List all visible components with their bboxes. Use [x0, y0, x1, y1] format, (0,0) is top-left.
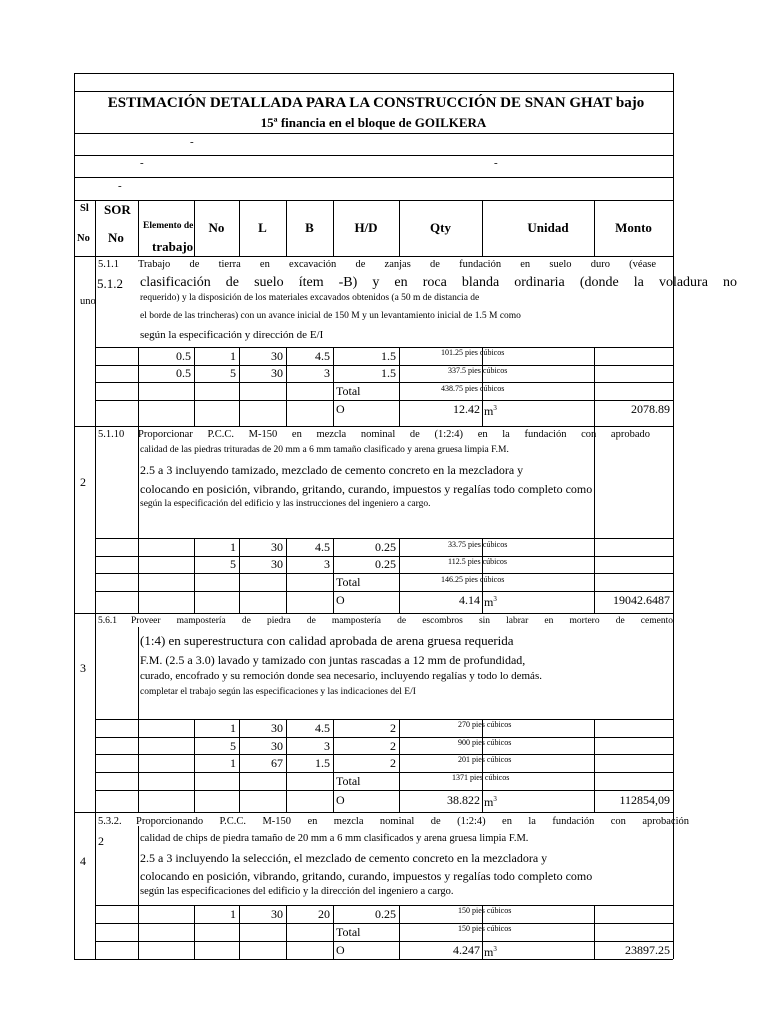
cell-b: 20 — [318, 907, 330, 921]
o-qty: 12.42 — [453, 402, 480, 416]
o-label: O — [336, 793, 345, 807]
cell-b: 1.5 — [315, 756, 330, 770]
header-trabajo: trabajo — [152, 239, 194, 254]
cell-no: 5 — [230, 739, 236, 753]
cell-qty: 1.5 — [381, 366, 396, 380]
cell-l: 30 — [271, 907, 283, 921]
cell-l: 30 — [271, 540, 283, 554]
item-description-line: colocando en posición, vibrando, gritando, curando, impuestos y regalías todo completo como — [140, 869, 593, 883]
cell-unidad: 101.25 pies cúbicos — [441, 348, 505, 357]
cell-b: 3 — [324, 739, 330, 753]
total-label: Total — [336, 925, 361, 939]
item-sor: 5.3.2. — [98, 816, 122, 827]
item-description-line: según la especificación y dirección de E/I — [140, 329, 324, 341]
cell-hd: 0.25 — [375, 557, 396, 571]
cell-b: 4.5 — [315, 540, 330, 554]
item-description-line: (1:4) en superestructura con calidad aprobada de arena gruesa requerida — [140, 633, 514, 648]
cell-unidad: 150 pies cúbicos — [458, 906, 512, 915]
item-description-line: el borde de las trincheras) con un avance inicial de 150 M y un levantamiento inicial de 1.5 M como — [140, 311, 521, 321]
dash-mark: - — [190, 136, 194, 148]
item-monto: 23897.25 — [625, 943, 670, 957]
o-unit: $m^3$ — [484, 795, 497, 809]
item-sor: 5.1.10 — [98, 429, 125, 440]
total-unidad: 146.25 pies cúbicos — [441, 575, 505, 584]
cell-no: 0.5 — [176, 366, 191, 380]
o-label: O — [336, 402, 345, 416]
header-sl: Sl — [80, 203, 89, 214]
item-description-line: 2.5 a 3 incluyendo tamizado, mezclado de cemento concreto en la mezcladora y — [140, 463, 524, 477]
header-l: L — [258, 220, 267, 235]
cell-unidad: 270 pies cúbicos — [458, 720, 512, 729]
item-description-line: Trabajo de tierra en excavación de zanjas de fundación en suelo duro (véase — [138, 259, 656, 270]
header-sor: SOR — [104, 202, 131, 217]
cell-l: 5 — [230, 366, 236, 380]
o-unit: $m^3$ — [484, 945, 497, 959]
header-unidad: Unidad — [527, 220, 569, 235]
o-qty: 38.822 — [447, 793, 480, 807]
item-description-line: Proveer mampostería de piedra de mampostería de escombros sin labrar en mortero de cemento — [131, 616, 673, 626]
item-description-line: según las especificaciones del edificio y la dirección del ingeniero a cargo. — [140, 886, 454, 897]
cell-unidad: 900 pies cúbicos — [458, 738, 512, 747]
header-sl-no: No — [77, 233, 90, 244]
cell-b: 4.5 — [315, 721, 330, 735]
dash-mark: - — [118, 180, 122, 192]
dash-mark: - — [140, 157, 144, 169]
item-description-line: completar el trabajo según las especificaciones y las indicaciones del E/I — [140, 687, 416, 697]
header-monto: Monto — [615, 220, 652, 235]
item-sor: 5.1.1 — [98, 259, 119, 270]
header-elemento: Elemento de — [143, 221, 194, 231]
cell-l: 30 — [271, 721, 283, 735]
cell-hd: 4.5 — [315, 349, 330, 363]
item-sor: 2 — [98, 834, 104, 848]
cell-no: 1 — [230, 721, 236, 735]
o-label: O — [336, 593, 345, 607]
o-qty: 4.14 — [459, 593, 480, 607]
item-description-line: requerido) y la disposición de los materiales excavados obtenidos (a 50 m de distancia de — [140, 293, 480, 303]
item-sl: 3 — [80, 661, 86, 675]
cell-b: 3 — [324, 557, 330, 571]
total-unidad: 150 pies cúbicos — [458, 924, 512, 933]
cell-hd: 2 — [390, 739, 396, 753]
item-description-line: colocando en posición, vibrando, gritando, curando, impuestos y regalías todo completo como — [140, 482, 593, 496]
cell-no: 1 — [230, 756, 236, 770]
cell-hd: 2 — [390, 756, 396, 770]
cell-l: 30 — [271, 739, 283, 753]
header-b: B — [305, 220, 314, 235]
cell-hd: 0.25 — [375, 907, 396, 921]
cell-hd: 0.25 — [375, 540, 396, 554]
cell-qty: 1.5 — [381, 349, 396, 363]
header-hd: H/D — [354, 220, 378, 235]
cell-b: 30 — [271, 349, 283, 363]
o-unit: $m^3$ — [484, 595, 497, 609]
header-no: No — [208, 220, 225, 235]
item-sl: 4 — [80, 854, 86, 868]
item-description-line: clasificación de suelo ítem -B) y en roca blanda ordinaria (donde la voladura no — [140, 275, 737, 290]
cell-no: 1 — [230, 907, 236, 921]
item-sor: 5.6.1 — [98, 616, 117, 626]
cell-unidad: 337.5 pies cúbicos — [448, 366, 508, 375]
item-monto: 19042.6487 — [613, 593, 670, 607]
cell-l: 30 — [271, 557, 283, 571]
item-description-line: Proporcionar P.C.C. M-150 en mezcla nominal de (1:2:4) en la fundación con aprobado — [138, 429, 650, 440]
cell-l: 1 — [230, 349, 236, 363]
cell-b: 30 — [271, 366, 283, 380]
total-label: Total — [336, 575, 361, 589]
item-description-line: curado, encofrado y su remoción donde sea necesario, incluyendo regalías y todo lo demás. — [140, 670, 542, 682]
item-sl: 2 — [80, 475, 86, 489]
cell-no: 5 — [230, 557, 236, 571]
item-sor: 5.1.2 — [97, 276, 123, 291]
item-description-line: calidad de las piedras trituradas de 20 mm a 6 mm tamaño clasificado y arena gruesa limpia F.M. — [140, 445, 509, 455]
total-label: Total — [336, 384, 361, 398]
cell-hd: 2 — [390, 721, 396, 735]
total-unidad: 438.75 pies cúbicos — [441, 384, 505, 393]
header-sor-no: No — [108, 230, 124, 245]
o-unit: $m^3$ — [484, 404, 497, 418]
item-sl: uno — [80, 296, 96, 307]
cell-unidad: 33.75 pies cúbicos — [448, 540, 508, 549]
item-description-line: F.M. (2.5 a 3.0) lavado y tamizado con juntas rascadas a 12 mm de profundidad, — [140, 653, 526, 667]
item-monto: 112854,09 — [619, 793, 670, 807]
item-monto: 2078.89 — [631, 402, 670, 416]
item-description-line: 2.5 a 3 incluyendo la selección, el mezclado de cemento concreto en la mezcladora y — [140, 851, 548, 865]
cell-no: 0.5 — [176, 349, 191, 363]
item-description-line: Proporcionando P.C.C. M-150 en mezcla nominal de (1:2:4) en la fundación con aprobación — [136, 816, 689, 827]
o-label: O — [336, 943, 345, 957]
dash-mark: - — [494, 157, 498, 169]
cell-unidad: 201 pies cúbicos — [458, 755, 512, 764]
total-label: Total — [336, 774, 361, 788]
cell-l: 67 — [271, 756, 283, 770]
o-qty: 4.247 — [453, 943, 480, 957]
cell-unidad: 112.5 pies cúbicos — [448, 557, 508, 566]
header-qty: Qty — [430, 220, 451, 235]
item-description-line: calidad de chips de piedra tamaño de 20 mm a 6 mm clasificados y arena gruesa limpia F.M. — [140, 833, 529, 844]
total-unidad: 1371 pies cúbicos — [452, 773, 510, 782]
title-line-1: ESTIMACIÓN DETALLADA PARA LA CONSTRUCCIÓN DE SNAN GHAT bajo — [107, 95, 645, 111]
cell-no: 1 — [230, 540, 236, 554]
title-line-2: 15ª financia en el bloque de GOILKERA — [260, 115, 487, 130]
item-description-line: según la especificación del edificio y las instrucciones del ingeniero a cargo. — [140, 499, 431, 509]
cell-hd: 3 — [324, 366, 330, 380]
